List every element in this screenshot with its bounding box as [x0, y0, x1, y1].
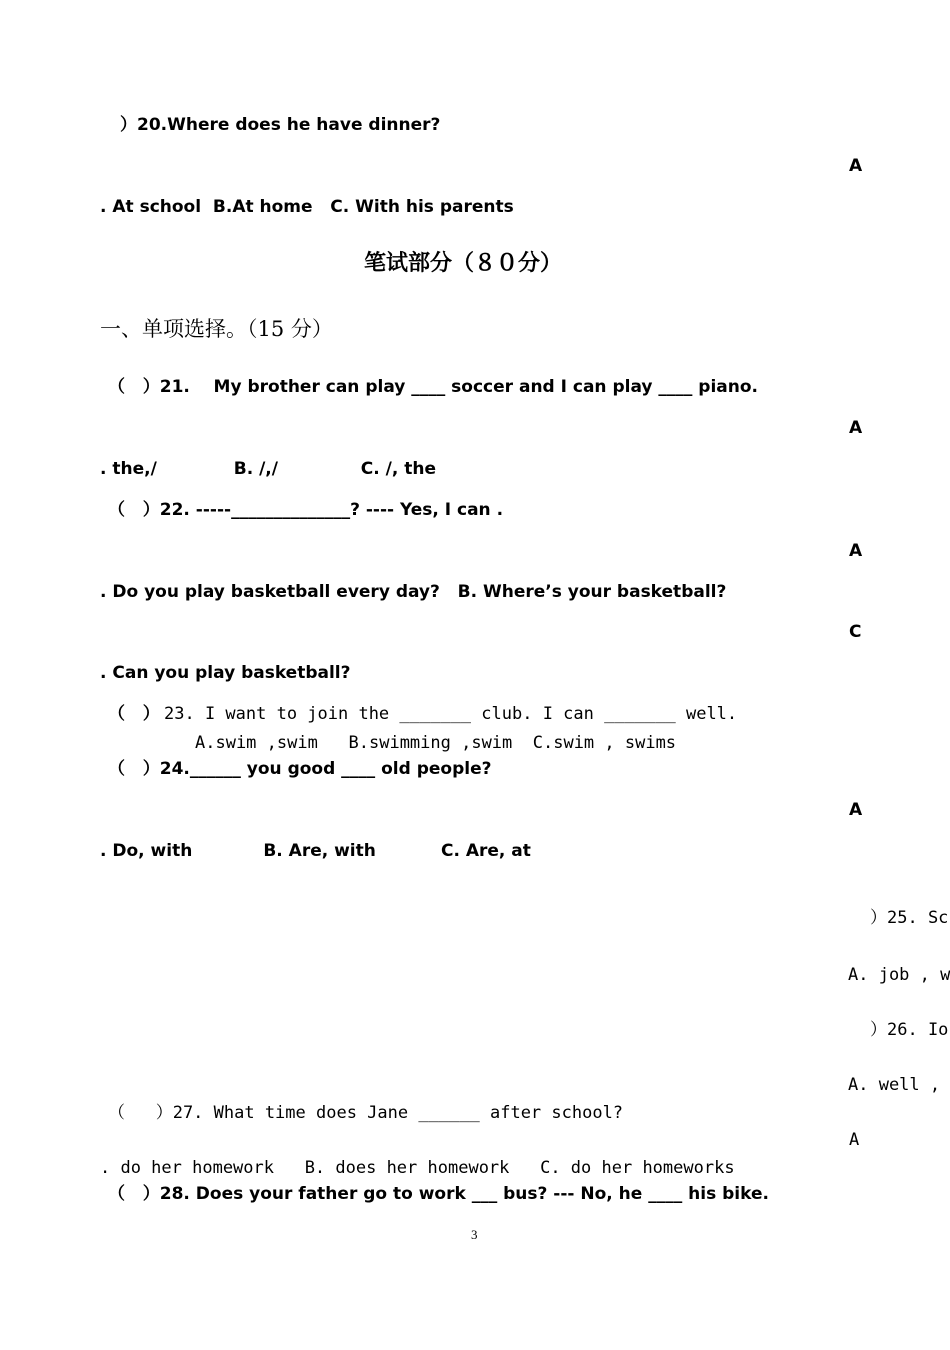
question-27: （ ）27. What time does Jane ______ after school?: [108, 1103, 624, 1123]
question-25-options: A. job , w: [848, 965, 950, 985]
question-20: ）20.Where does he have dinner?: [120, 115, 441, 135]
question-22-options: . Do you play basketball every day? B. Where’s your basketball?: [100, 582, 727, 602]
question-23-options: A.swim ,swim B.swimming ,swim C.swim , swims: [195, 733, 677, 753]
question-20-options: . At school B.At home C. With his parents: [100, 197, 514, 217]
question-22-option-a-marker: A: [849, 541, 863, 561]
question-21: （ ）21. My brother can play ____ soccer and I can play ____ piano.: [108, 377, 759, 397]
section-title: 笔试部分（８０分）: [364, 250, 563, 276]
question-27-option-a-marker: A: [849, 1130, 860, 1150]
page-number: 3: [471, 1227, 478, 1242]
question-20-option-a-marker: A: [849, 156, 863, 176]
question-21-option-a-marker: A: [849, 418, 863, 438]
question-24-option-a-marker: A: [849, 800, 863, 820]
question-25: ）25. Sc: [870, 908, 949, 928]
question-26: ）26. Io: [870, 1020, 949, 1040]
question-28: （ ）28. Does your father go to work ___ bus? --- No, he ____ his bike.: [108, 1184, 769, 1204]
question-22-option-c: . Can you play basketball?: [100, 663, 351, 683]
question-23-bracket: （ ）: [108, 704, 160, 724]
question-24: （ ）24.______ you good ____ old people?: [108, 759, 492, 779]
question-27-options: . do her homework B. does her homework C. do her homeworks: [100, 1158, 735, 1178]
question-22-option-c-marker: C: [849, 622, 862, 642]
question-21-options: . the,/ B. /,/ C. /, the: [100, 459, 437, 479]
question-24-options: . Do, with B. Are, with C. Are, at: [100, 841, 531, 861]
question-26-options: A. well ,: [848, 1075, 941, 1095]
question-23: 23. I want to join the _______ club. I can _______ well.: [164, 704, 738, 724]
part-one-title: 一、单项选择。（15 分）: [100, 317, 333, 341]
question-22: （ ）22. -----______________? ---- Yes, I can .: [108, 500, 504, 520]
